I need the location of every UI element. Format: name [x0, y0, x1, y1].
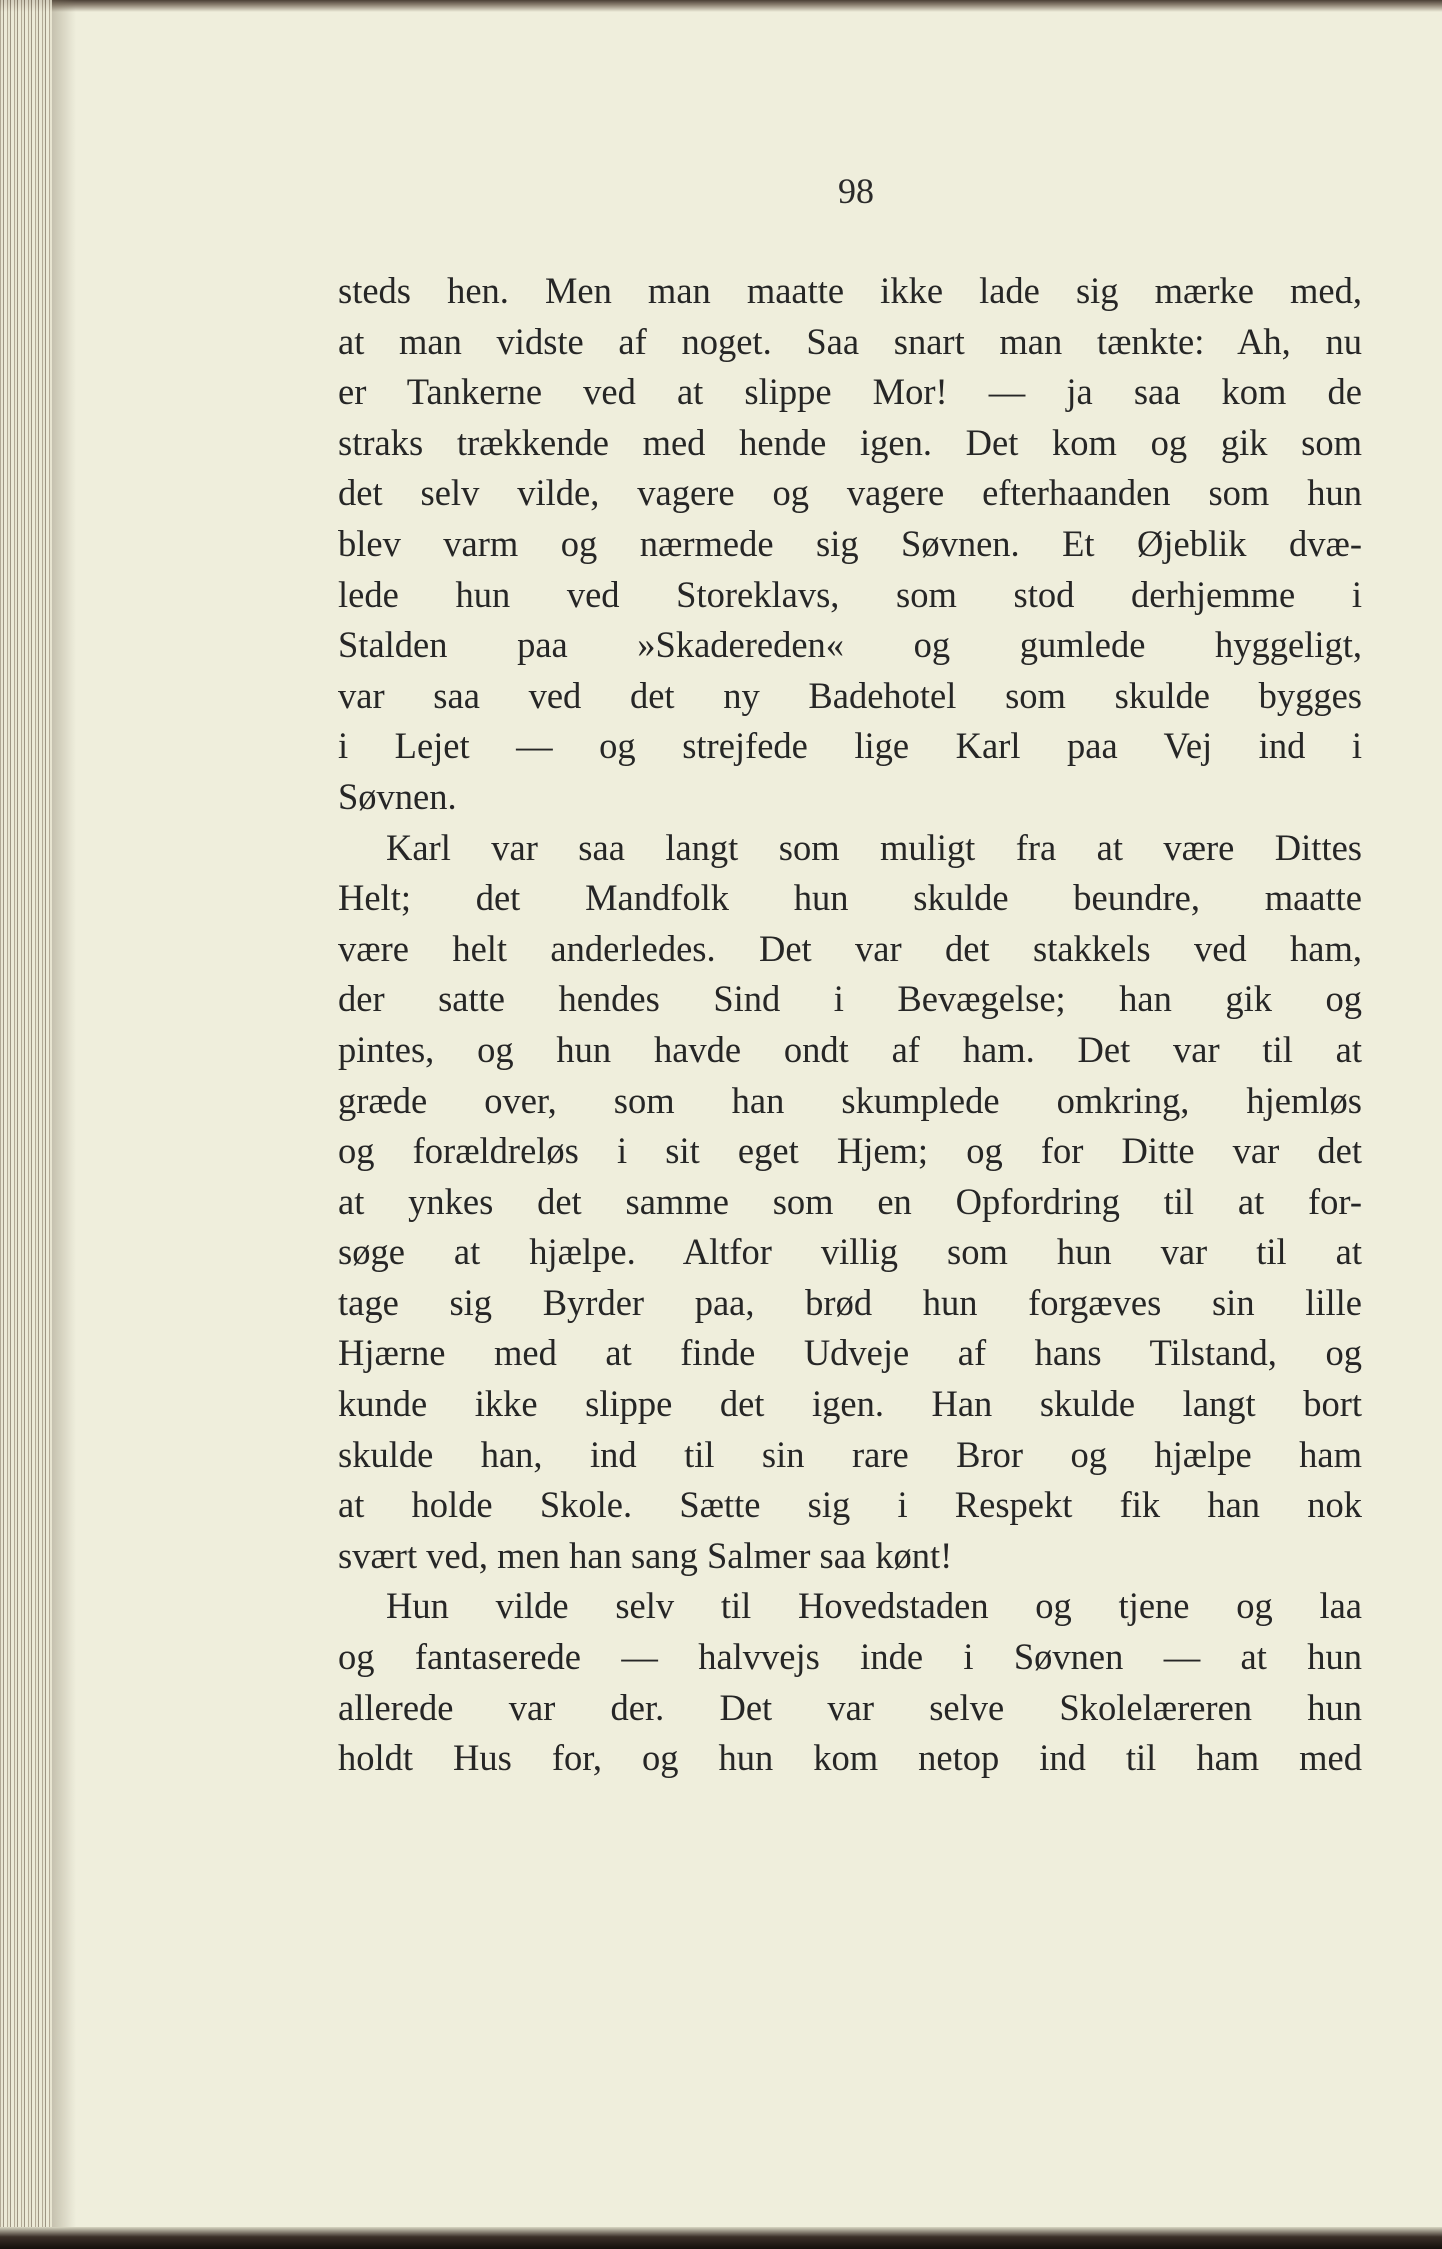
text-line: Karl var saa langt som muligt fra at være Dittes — [386, 826, 1362, 868]
body-text — [338, 266, 1362, 1784]
text-line: græde over, som han skumplede omkring, hjemløs — [338, 1079, 1362, 1121]
text-line: at holde Skole. Sætte sig i Respekt fik han nok — [338, 1484, 1362, 1526]
text-line: Hjærne med at finde Udveje af hans Tilstand, og — [338, 1332, 1362, 1374]
text-line: kunde ikke slippe det igen. Han skulde langt bort — [338, 1383, 1362, 1425]
text-line: og fantaserede — halvvejs inde i Søvnen — at hun — [338, 1636, 1362, 1678]
text-line: steds hen. Men man maatte ikke lade sig mærke med, — [338, 270, 1362, 311]
text-line: søge at hjælpe. Altfor villig som hun var til at — [338, 1231, 1362, 1273]
text-line: det selv vilde, vagere og vagere efterhaanden som hun — [338, 472, 1362, 514]
text-line: lede hun ved Storeklavs, som stod derhjemme i — [338, 573, 1362, 615]
page-bottom-edge — [0, 2227, 1442, 2249]
book-spine-gutter — [0, 0, 52, 2249]
text-line: svært ved, men han sang Salmer saa kønt! — [338, 1534, 953, 1576]
text-line: holdt Hus for, og hun kom netop ind til ham med — [338, 1737, 1362, 1779]
page-top-edge — [0, 0, 1442, 12]
text-line: allerede var der. Det var selve Skolelæreren hun — [338, 1686, 1362, 1728]
text-line: blev varm og nærmede sig Søvnen. Et Øjeblik dvæ- — [338, 522, 1362, 564]
text-line: at ynkes det samme som en Opfordring til at for- — [338, 1180, 1362, 1222]
text-line: være helt anderledes. Det var det stakkels ved ham, — [338, 927, 1362, 969]
text-line: skulde han, ind til sin rare Bror og hjælpe ham — [338, 1433, 1362, 1475]
text-line: og forældreløs i sit eget Hjem; og for Ditte var det — [338, 1130, 1362, 1172]
text-line: der satte hendes Sind i Bevægelse; han gik og — [338, 978, 1362, 1020]
text-line: var saa ved det ny Badehotel som skulde bygges — [338, 674, 1362, 716]
text-line: straks trækkende med hende igen. Det kom og gik som — [338, 421, 1362, 463]
text-line: Hun vilde selv til Hovedstaden og tjene og laa — [386, 1585, 1362, 1627]
text-line: i Lejet — og strejfede lige Karl paa Vej ind i — [338, 725, 1362, 767]
text-line: er Tankerne ved at slippe Mor! — ja saa kom de — [338, 371, 1362, 413]
text-line: Stalden paa »Skadereden« og gumlede hyggeligt, — [338, 624, 1362, 666]
text-line: tage sig Byrder paa, brød hun forgæves sin lille — [338, 1281, 1362, 1323]
gutter-shadow — [52, 0, 76, 2249]
text-line: pintes, og hun havde ondt af ham. Det var til at — [338, 1028, 1362, 1070]
page-number: 98 — [838, 171, 874, 211]
text-line: Søvnen. — [338, 775, 457, 817]
text-line: Helt; det Mandfolk hun skulde beundre, maatte — [338, 877, 1362, 919]
text-line: at man vidste af noget. Saa snart man tænkte: Ah, nu — [338, 320, 1362, 362]
